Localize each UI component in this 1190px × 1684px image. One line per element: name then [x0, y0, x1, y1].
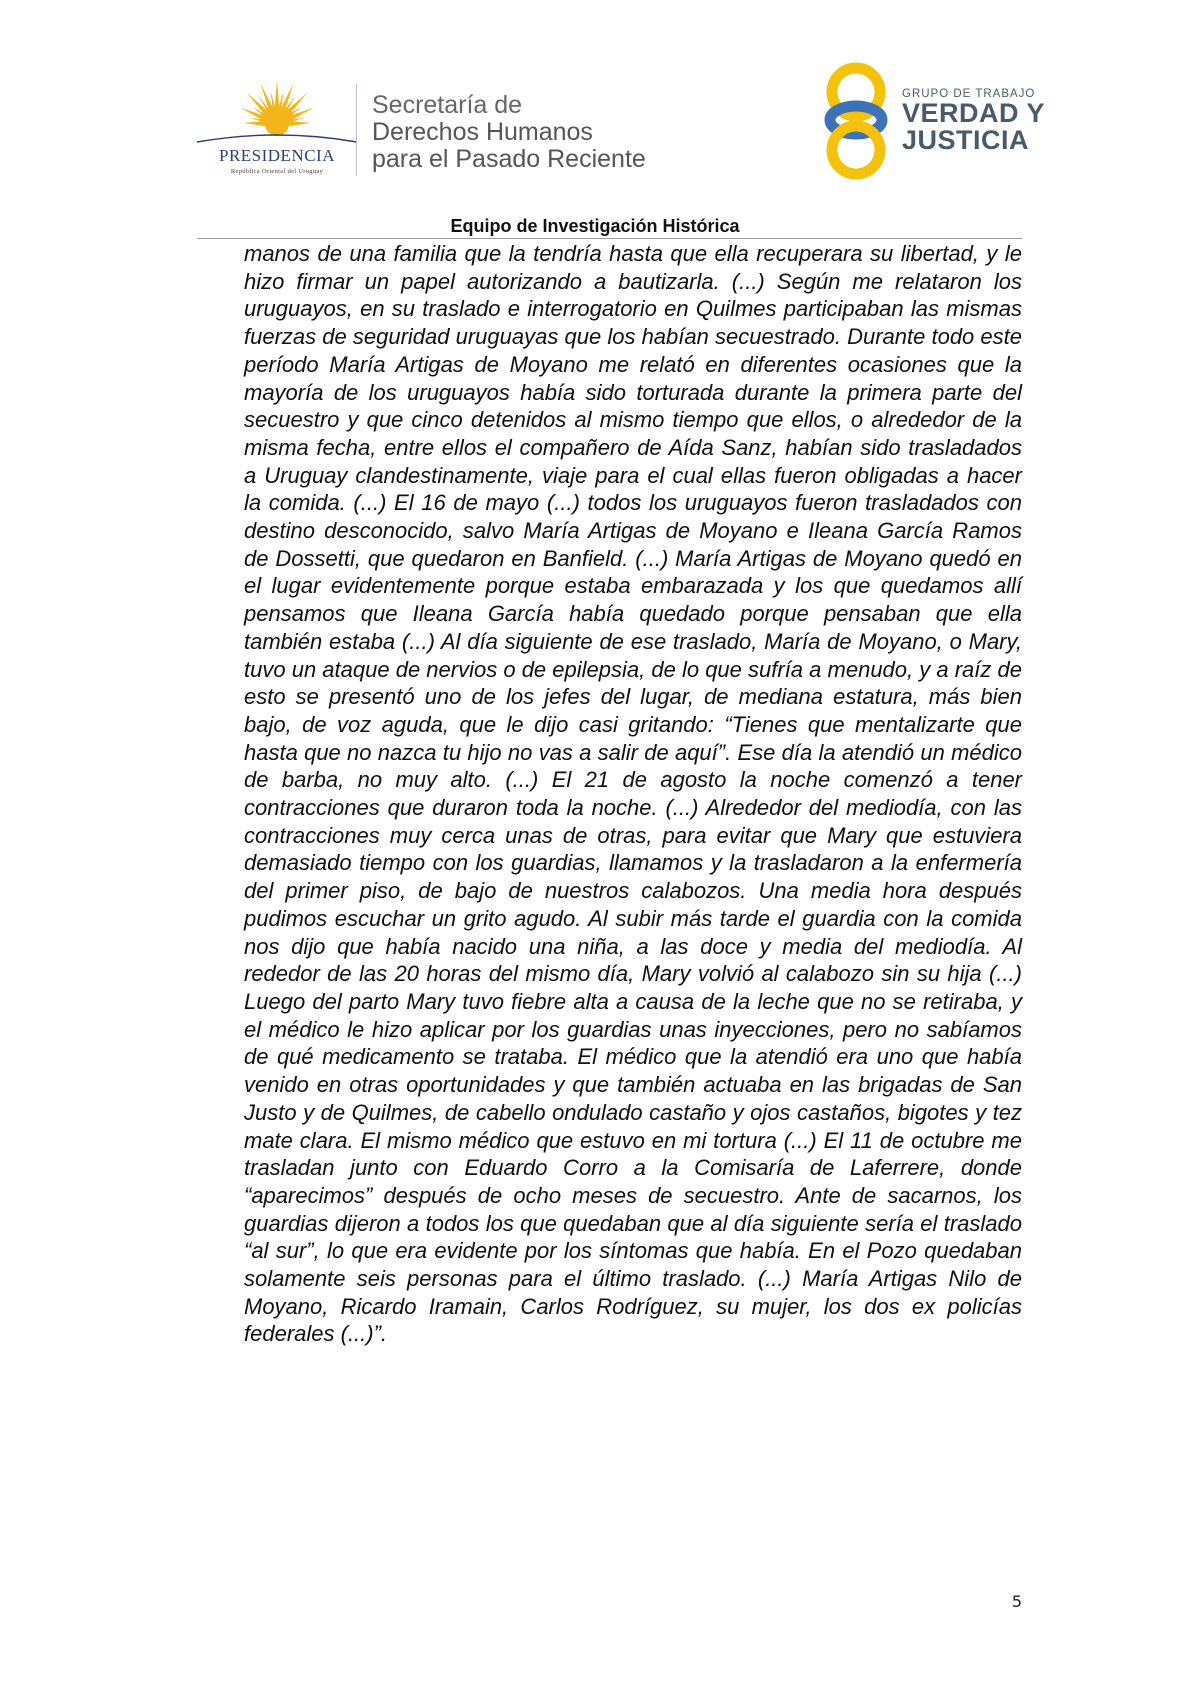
grupo-line-3: JUSTICIA: [902, 125, 1030, 155]
body-paragraph: manos de una familia que la tendría hasta que ella recuperara su libertad, y le hizo firmar un papel autorizando a bautizarla. (...) Según me relataron los uruguayos, en su traslado e interrogatorio en Quilmes participaban las mismas fuerzas de seguridad uruguayas que los habían secuestrado. Durante todo este período María Artigas de Moyano me relató en diferentes ocasiones que la mayoría de los uruguayos había sido torturada durante la primera parte del secuestro y que cinco detenidos al mismo tiempo que ellos, o alrededor de la misma fecha, entre ellos el compañero de Aída Sanz, habían sido trasladados a Uruguay clandestinamente, viaje para el cual ellas fueron obligadas a hacer la comida. (...) El 16 de mayo (...) todos los uruguayos fueron trasladados con destino desconocido, salvo María Artigas de Moyano e Ileana García Ramos de Dossetti, que quedaron en Banfield. (...) María Artigas de Moyano quedó en el lugar evidentemente porque estaba embarazada y los que quedamos allí pensamos que Ileana García había quedado porque pensaban que ella también estaba (...) Al día siguiente de ese traslado, María de Moyano, o Mary, tuvo un ataque de nervios o de epilepsia, de lo que sufría a menudo, y a raíz de esto se presentó uno de los jefes del lugar, de mediana estatura, más bien bajo, de voz aguda, que le dijo casi gritando: “Tienes que mentalizarte que hasta que no nazca tu hijo no vas a salir de aquí”. Ese día la atendió un médico de barba, no muy alto. (...) El 21 de agosto la noche comenzó a tener contracciones que duraron toda la noche. (...) Alrededor del mediodía, con las contracciones muy cerca unas de otras, para evitar que Mary que estuviera demasiado tiempo con los guardias, llamamos y la trasladaron a la enfermería del primer piso, de bajo de nuestros calabozos. Una media hora después pudimos escuchar un grito agudo. Al subir más tarde el guardia con la comida nos dijo que había nacido una niña, a las doce y media del mediodía. Al rededor de las 20 horas del mismo día, Mary volvió al calabozo sin su hija (...) Luego del parto Mary tuvo fiebre alta a causa de la leche que no se retiraba, y el médico le hizo aplicar por los guardias unas inyecciones, pero no sabíamos de qué medicamento se trataba. El médico que la atendió era uno que había venido en otras oportunidades y que también actuaba en las brigadas de San Justo y de Quilmes, de cabello ondulado castaño y ojos castaños, bigotes y tez mate clara. El mismo médico que estuvo en mi tortura (...) El 11 de octubre me trasladan junto con Eduardo Corro a la Comisaría de Laferrere, donde “aparecimos” después de ocho meses de secuestro. Ante de sacarnos, los guardias dijeron a todos los que quedaban que al día siguiente sería el traslado “al sur”, lo que era evidente por los síntomas que había. En el Pozo quedaban solamente seis personas para el último traslado. (...) María Artigas Nilo de Moyano, Ricardo Iramain, Carlos Rodríguez, su mujer, los dos ex policías federales (...)”.: [244, 241, 1022, 1347]
header-divider: [197, 238, 1022, 239]
logo-divider: [356, 84, 357, 176]
presidencia-logo: [192, 76, 362, 176]
secretaria-line-2: Derechos Humanos: [372, 118, 593, 146]
ribbon-loop-icon: [820, 58, 900, 182]
secretaria-line-1: Secretaría de: [372, 91, 523, 119]
sun-icon: [192, 76, 362, 148]
grupo-line-2: VERDAD Y: [902, 98, 1046, 128]
presidencia-subtitle: República Oriental del Uruguay: [230, 168, 324, 175]
secretaria-wordmark: [372, 92, 646, 173]
page-header: [0, 0, 1190, 260]
grupo-trabajo-wordmark: [902, 88, 1045, 154]
team-title: Equipo de Investigación Histórica: [450, 216, 740, 236]
page-number: 5: [1011, 1592, 1022, 1611]
secretaria-line-3: para el Pasado Reciente: [372, 145, 646, 173]
presidencia-name: PRESIDENCIA: [218, 146, 335, 165]
grupo-line-1: GRUPO DE TRABAJO: [902, 88, 1036, 100]
